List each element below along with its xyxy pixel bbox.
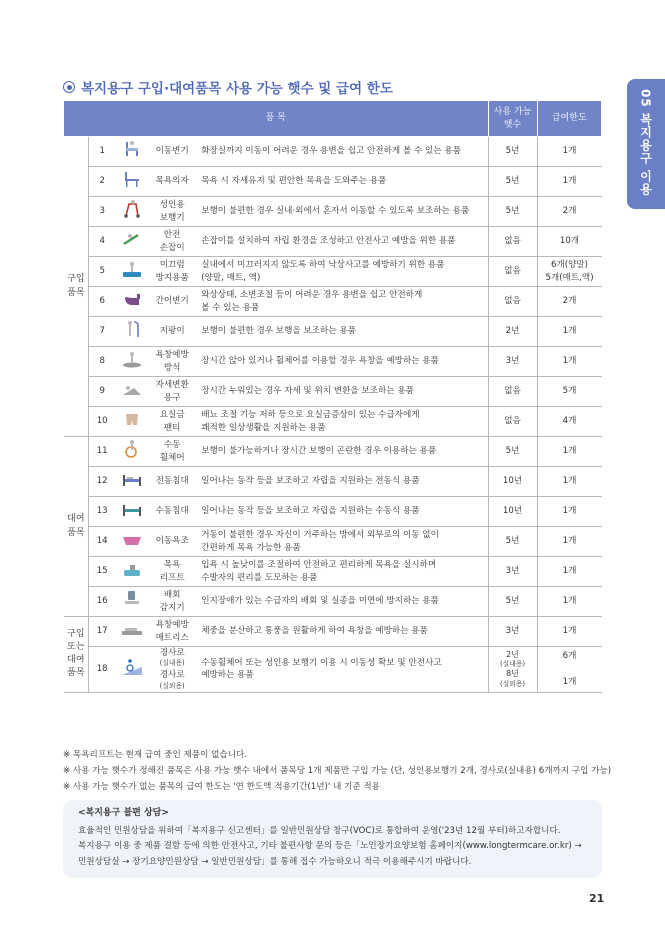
item-number: 11 bbox=[89, 437, 116, 467]
item-limit: 1개 bbox=[537, 317, 602, 347]
walker-icon bbox=[120, 199, 144, 219]
consult-line-1: 효율적인 민원상담을 위하여「복지용구 신고센터」를 일반민원상담 창구(VOC)로 통합하여 운영('23년 12월 부터)하고자합니다. bbox=[78, 825, 561, 836]
note-1: ※ 목욕리프트는 현재 급여 중인 제품이 없습니다. bbox=[63, 750, 248, 760]
item-number: 3 bbox=[89, 197, 116, 227]
table-row bbox=[64, 167, 602, 197]
table-row bbox=[64, 287, 602, 317]
item-number: 14 bbox=[89, 527, 116, 557]
category-purchase: 구입 품목 bbox=[64, 137, 89, 437]
table-row bbox=[64, 407, 602, 437]
anti-slip-mat-icon bbox=[120, 259, 144, 279]
item-number: 2 bbox=[89, 167, 116, 197]
item-years: 없음 bbox=[488, 407, 537, 437]
table-row bbox=[64, 197, 602, 227]
table-row bbox=[64, 317, 602, 347]
bath-lift-icon bbox=[115, 557, 149, 587]
urinal-icon bbox=[115, 287, 149, 317]
item-name: 요실금 팬티 bbox=[149, 407, 195, 437]
item-years: 5년 bbox=[488, 167, 537, 197]
item-years: 3년 bbox=[488, 557, 537, 587]
item-limit: 1개 bbox=[537, 617, 602, 647]
item-description: 와상상태, 소변조절 등이 어려운 경우 용변을 쉽고 안전하게 볼 수 있는 용품 bbox=[195, 287, 488, 317]
table-row bbox=[64, 497, 602, 527]
header-limit: 급여한도 bbox=[537, 101, 602, 137]
item-years: 5년 bbox=[488, 137, 537, 167]
item-name-a-sub: (실내용) bbox=[159, 659, 185, 668]
table-row bbox=[64, 347, 602, 377]
item-years-b-sub: (실외용) bbox=[499, 679, 525, 688]
electric-bed-icon bbox=[120, 469, 144, 489]
item-description: 보행이 불가능하거나 장시간 보행이 곤란한 경우 이용하는 용품 bbox=[195, 437, 488, 467]
item-limit: 1개 bbox=[537, 587, 602, 617]
item-limit-b: 1개 bbox=[562, 677, 577, 688]
pressure-mattress-icon bbox=[115, 617, 149, 647]
portable-bathtub-icon bbox=[115, 527, 149, 557]
category-both: 구입 또는 대여 품목 bbox=[64, 617, 89, 693]
note-3: ※ 사용 가능 햇수가 없는 품목의 급여 한도는 '연 한도액 적용기간(1년)' 내 기준 적용 bbox=[63, 782, 380, 792]
table-row bbox=[64, 437, 602, 467]
item-limit: 1개 bbox=[537, 467, 602, 497]
item-years: 10년 bbox=[488, 497, 537, 527]
item-name bbox=[149, 647, 195, 693]
electric-bed-icon bbox=[115, 467, 149, 497]
item-limit: 2개 bbox=[537, 287, 602, 317]
category-rental: 대여 품목 bbox=[64, 437, 89, 617]
incontinence-pants-icon bbox=[115, 407, 149, 437]
table-row bbox=[64, 587, 602, 617]
item-name: 목욕 리프트 bbox=[149, 557, 195, 587]
section-title-text: 복지용구 구입·대여품목 사용 가능 햇수 및 급여 한도 bbox=[81, 81, 393, 97]
consult-box bbox=[63, 800, 602, 878]
ramp-icon bbox=[120, 657, 144, 677]
item-years bbox=[488, 647, 537, 693]
item-number: 6 bbox=[89, 287, 116, 317]
bath-chair-icon bbox=[120, 169, 144, 189]
item-name-b-sub: (실외용) bbox=[159, 681, 185, 690]
item-name-a: 경사로 bbox=[159, 648, 185, 658]
item-number: 18 bbox=[89, 647, 116, 693]
urinal-icon bbox=[120, 289, 144, 309]
item-number: 13 bbox=[89, 497, 116, 527]
item-limit: 1개 bbox=[537, 167, 602, 197]
item-years: 없음 bbox=[488, 377, 537, 407]
item-limit: 4개 bbox=[537, 407, 602, 437]
item-name: 미끄럼 방지용품 bbox=[149, 257, 195, 287]
table-row bbox=[64, 527, 602, 557]
item-years: 5년 bbox=[488, 197, 537, 227]
header-years: 사용 가능 햇수 bbox=[488, 101, 537, 137]
posture-aid-icon bbox=[120, 379, 144, 399]
consult-line-2: 복지용구 이용 중 제품 결함 등에 의한 안전사고, 기타 불편사항 문의 등은「노인장기요양보험 홈페이지(www.longtermcare.or.kr) → bbox=[78, 841, 582, 851]
item-years: 없음 bbox=[488, 287, 537, 317]
item-number: 1 bbox=[89, 137, 116, 167]
item-limit: 6개(양말) 5개(매트,액) bbox=[537, 257, 602, 287]
table-row bbox=[64, 227, 602, 257]
item-description: 일어나는 동작 등을 보조하고 자립을 지원하는 수동식 용품 bbox=[195, 497, 488, 527]
bath-lift-icon bbox=[120, 559, 144, 579]
wander-sensor-icon bbox=[120, 589, 144, 609]
item-limit: 10개 bbox=[537, 227, 602, 257]
cane-icon bbox=[120, 319, 144, 339]
circle-bullet-icon bbox=[63, 81, 75, 93]
item-number: 7 bbox=[89, 317, 116, 347]
item-description: 장시간 앉아 있거나 휠체어를 이용할 경우 욕창을 예방하는 용품 bbox=[195, 347, 488, 377]
wander-sensor-icon bbox=[115, 587, 149, 617]
section-title bbox=[63, 77, 393, 97]
ramp-icon bbox=[115, 647, 149, 693]
item-description: 목욕 시 자세유지 및 편안한 목욕을 도와주는 용품 bbox=[195, 167, 488, 197]
item-number: 17 bbox=[89, 617, 116, 647]
table-row bbox=[64, 377, 602, 407]
item-name: 수동 휠체어 bbox=[149, 437, 195, 467]
table-header-row bbox=[64, 101, 602, 137]
item-years: 없음 bbox=[488, 257, 537, 287]
item-name: 전동침대 bbox=[149, 467, 195, 497]
item-description: 보행이 불편한 경우 보행을 보조하는 용품 bbox=[195, 317, 488, 347]
item-description: 배뇨 조절 기능 저하 등으로 요실금증상이 있는 수급자에게 쾌적한 일상생활을 지원하는 용품 bbox=[195, 407, 488, 437]
safety-handrail-icon bbox=[120, 229, 144, 249]
table-row bbox=[64, 257, 602, 287]
item-description: 체중을 분산하고 통풍을 원활하게 하여 욕창을 예방하는 용품 bbox=[195, 617, 488, 647]
item-number: 9 bbox=[89, 377, 116, 407]
table-row bbox=[64, 137, 602, 167]
item-limit: 1개 bbox=[537, 347, 602, 377]
item-name: 이동변기 bbox=[149, 137, 195, 167]
item-number: 5 bbox=[89, 257, 116, 287]
item-description: 화장실까지 이동이 어려운 경우 용변을 쉽고 안전하게 볼 수 있는 용품 bbox=[195, 137, 488, 167]
consult-title: <복지용구 불편 상담> bbox=[78, 808, 169, 818]
item-limit: 5개 bbox=[537, 377, 602, 407]
item-description: 실내에서 미끄러지지 않도록 하여 낙상사고를 예방하기 위한 용품 (양말, 매트, 액) bbox=[195, 257, 488, 287]
item-description: 장시간 누워있는 경우 자세 및 위치 변환을 보조하는 용품 bbox=[195, 377, 488, 407]
item-name: 간이변기 bbox=[149, 287, 195, 317]
item-name: 배회 감지기 bbox=[149, 587, 195, 617]
item-number: 15 bbox=[89, 557, 116, 587]
safety-handrail-icon bbox=[115, 227, 149, 257]
item-number: 12 bbox=[89, 467, 116, 497]
page-number: 21 bbox=[589, 892, 605, 905]
item-limit: 1개 bbox=[537, 497, 602, 527]
item-name: 안전 손잡이 bbox=[149, 227, 195, 257]
posture-aid-icon bbox=[115, 377, 149, 407]
item-name: 성인용 보행기 bbox=[149, 197, 195, 227]
item-number: 16 bbox=[89, 587, 116, 617]
note-2: ※ 사용 가능 햇수가 정해진 품목은 사용 가능 햇수 내에서 품목당 1개 제품만 구입 가능 (단, 성인용보행기 2개, 경사로(실내용) 6개까지 구입 가능) bbox=[63, 766, 612, 776]
item-limit: 2개 bbox=[537, 197, 602, 227]
item-name: 욕창예방 방석 bbox=[149, 347, 195, 377]
item-years-a-sub: (실내용) bbox=[499, 660, 525, 669]
table-row bbox=[64, 557, 602, 587]
item-years: 5년 bbox=[488, 587, 537, 617]
item-description: 일어나는 동작 등을 보조하고 자립을 지원하는 전동식 용품 bbox=[195, 467, 488, 497]
wheelchair-icon bbox=[115, 437, 149, 467]
item-years: 2년 bbox=[488, 317, 537, 347]
welfare-equipment-table bbox=[63, 100, 602, 693]
item-name: 자세변환 용구 bbox=[149, 377, 195, 407]
table-row bbox=[64, 647, 602, 693]
item-name: 지팡이 bbox=[149, 317, 195, 347]
item-limit: 1개 bbox=[537, 137, 602, 167]
item-years: 3년 bbox=[488, 347, 537, 377]
cane-icon bbox=[115, 317, 149, 347]
item-description: 손잡이를 설치하여 자립 환경을 조성하고 안전사고 예방을 위한 용품 bbox=[195, 227, 488, 257]
item-number: 8 bbox=[89, 347, 116, 377]
table-row bbox=[64, 467, 602, 497]
item-limit: 1개 bbox=[537, 557, 602, 587]
item-years: 5년 bbox=[488, 437, 537, 467]
item-years-b: 8년 bbox=[506, 669, 519, 679]
commode-chair-icon bbox=[115, 137, 149, 167]
manual-bed-icon bbox=[115, 497, 149, 527]
pressure-cushion-icon bbox=[115, 347, 149, 377]
item-name: 이동욕조 bbox=[149, 527, 195, 557]
item-name: 수동침대 bbox=[149, 497, 195, 527]
pressure-cushion-icon bbox=[120, 349, 144, 369]
item-limit-a: 6개 bbox=[562, 650, 577, 661]
item-years: 5년 bbox=[488, 527, 537, 557]
wheelchair-icon bbox=[120, 439, 144, 459]
incontinence-pants-icon bbox=[120, 409, 144, 429]
item-description: 수동휠체어 또는 성인용 보행기 이용 시 이동성 확보 및 안전사고 예방하는 용품 bbox=[195, 647, 488, 693]
chapter-side-tab: 05 복지용구 이용 bbox=[627, 79, 665, 209]
item-name: 욕창예방 매트리스 bbox=[149, 617, 195, 647]
item-name-b: 경사로 bbox=[159, 670, 185, 681]
item-years: 없음 bbox=[488, 227, 537, 257]
anti-slip-mat-icon bbox=[115, 257, 149, 287]
footnotes bbox=[63, 747, 611, 795]
item-years: 10년 bbox=[488, 467, 537, 497]
pressure-mattress-icon bbox=[120, 619, 144, 639]
item-name: 목욕의자 bbox=[149, 167, 195, 197]
item-number: 10 bbox=[89, 407, 116, 437]
item-description: 인지장애가 있는 수급자의 배회 및 실종을 미연에 방지하는 용품 bbox=[195, 587, 488, 617]
item-number: 4 bbox=[89, 227, 116, 257]
item-limit bbox=[537, 647, 602, 693]
consult-line-3: 민원상담실 → 장기요양민원상담 → 일반민원상담」를 통해 접수 가능하오니 적극 이용해주시기 바랍니다. bbox=[78, 856, 472, 867]
item-years: 3년 bbox=[488, 617, 537, 647]
walker-icon bbox=[115, 197, 149, 227]
table-row bbox=[64, 617, 602, 647]
item-description: 거동이 불편한 경우 자신이 거주하는 방에서 외부로의 이동 없이 간편하게 목욕 가능한 용품 bbox=[195, 527, 488, 557]
header-item: 품 목 bbox=[64, 101, 489, 137]
item-description: 보행이 불편한 경우 실내·외에서 혼자서 이동할 수 있도록 보조하는 용품 bbox=[195, 197, 488, 227]
item-description: 입욕 시 높낮이를 조절하여 안전하고 편리하게 목욕을 실시하며 수발자의 편리를 도모하는 용품 bbox=[195, 557, 488, 587]
item-limit: 1개 bbox=[537, 527, 602, 557]
commode-chair-icon bbox=[120, 139, 144, 159]
manual-bed-icon bbox=[120, 499, 144, 519]
portable-bathtub-icon bbox=[120, 529, 144, 549]
item-years-a: 2년 bbox=[506, 650, 519, 660]
bath-chair-icon bbox=[115, 167, 149, 197]
item-limit: 1개 bbox=[537, 437, 602, 467]
